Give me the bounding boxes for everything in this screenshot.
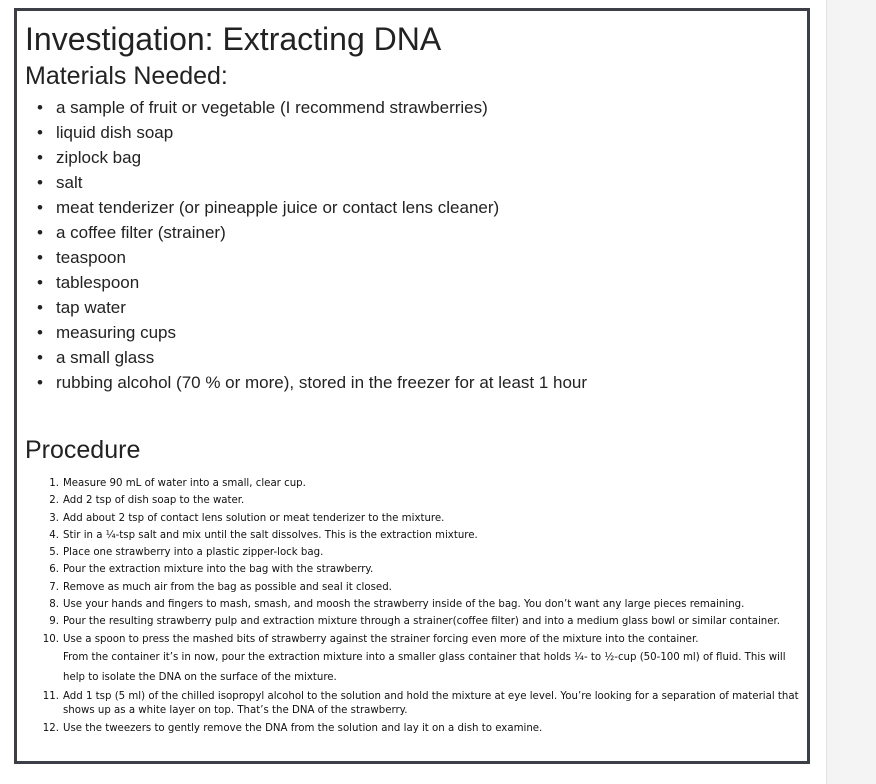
step-text: Use your hands and fingers to mash, smash, and moosh the strawberry inside of the bag. You don’t want any large pieces remaining. [63, 599, 745, 611]
list-item [37, 220, 799, 245]
step-text: Pour the resulting strawberry pulp and extraction mixture through a strainer(coffee filter) and into a medium glass bowl or similar container. [63, 616, 780, 628]
page-title: Investigation: Extracting DNA [25, 21, 442, 57]
list-item [37, 345, 799, 370]
step-text: Use the tweezers to gently remove the DNA from the solution and lay it on a dish to examine. [63, 722, 543, 734]
list-item [37, 245, 799, 270]
bullet-icon: • [37, 273, 43, 292]
procedure-step [49, 596, 799, 613]
step-text: Add 1 tsp (5 ml) of the chilled isopropyl alcohol to the solution and hold the mixture at eye level. You’re looking for a separation of material that shows up as a white layer on top. That’s the DNA of the strawberry. [63, 690, 799, 716]
document-frame [14, 8, 810, 764]
material-text: a small glass [56, 348, 155, 367]
procedure-step [49, 561, 799, 578]
bullet-icon: • [37, 148, 43, 167]
procedure-step [49, 527, 799, 544]
material-text: a sample of fruit or vegetable (I recommend strawberries) [56, 98, 488, 117]
list-item [37, 270, 799, 295]
step-number: 8. [49, 599, 59, 611]
material-text: teaspoon [56, 248, 126, 267]
procedure-step [42, 720, 799, 737]
procedure-step [49, 579, 799, 596]
procedure-heading: Procedure [25, 436, 141, 464]
bullet-icon: • [37, 298, 43, 317]
procedure-step [49, 492, 799, 509]
procedure-step [49, 613, 799, 630]
step-number: 9. [49, 616, 59, 628]
step-number: 2. [49, 495, 59, 507]
step-number: 3. [49, 512, 59, 524]
list-item [37, 120, 799, 145]
step-text: Add 2 tsp of dish soap to the water. [63, 495, 245, 507]
bullet-icon: • [37, 223, 43, 242]
material-text: a coffee filter (strainer) [56, 223, 226, 242]
material-text: ziplock bag [56, 148, 142, 167]
material-text: liquid dish soap [56, 123, 174, 142]
material-text: measuring cups [56, 323, 177, 342]
procedure-step [42, 631, 799, 688]
bullet-icon: • [37, 373, 43, 392]
procedure-step [42, 688, 799, 720]
list-item [37, 195, 799, 220]
bullet-icon: • [37, 173, 43, 192]
list-item [37, 295, 799, 320]
list-item [37, 145, 799, 170]
bullet-icon: • [37, 123, 43, 142]
procedure-step [49, 510, 799, 527]
materials-list [25, 95, 799, 395]
list-item [37, 170, 799, 195]
bullet-icon: • [37, 198, 43, 217]
step-text: Stir in a ¼-tsp salt and mix until the salt dissolves. This is the extraction mixture. [63, 529, 478, 541]
materials-heading: Materials Needed: [25, 62, 228, 90]
list-item [37, 95, 799, 120]
step-number: 12. [42, 722, 59, 734]
page-scrollbar-gutter[interactable] [826, 0, 876, 784]
step-text: Remove as much air from the bag as possible and seal it closed. [63, 581, 392, 593]
step-number: 10. [42, 633, 59, 645]
material-text: tablespoon [56, 273, 140, 292]
list-item [37, 370, 799, 395]
step-text: Use a spoon to press the mashed bits of strawberry against the strainer forcing even more of the mixture into the container. [63, 633, 699, 645]
procedure-step [49, 475, 799, 492]
step-number: 1. [49, 478, 59, 489]
step-text: Pour the extraction mixture into the bag with the strawberry. [63, 564, 374, 576]
step-number: 11. [42, 690, 59, 702]
step-number: 5. [49, 547, 59, 559]
bullet-icon: • [37, 98, 43, 117]
material-text: tap water [56, 298, 126, 317]
bullet-icon: • [37, 348, 43, 367]
step-number: 6. [49, 564, 59, 576]
procedure-steps [25, 475, 799, 737]
bullet-icon: • [37, 248, 43, 267]
document-content [25, 21, 799, 737]
step-text: Place one strawberry into a plastic zipper-lock bag. [63, 547, 324, 559]
procedure-step [49, 544, 799, 561]
material-text: rubbing alcohol (70 % or more), stored in the freezer for at least 1 hour [56, 373, 588, 392]
material-text: salt [56, 173, 83, 192]
step-number: 7. [49, 581, 59, 593]
step-text: Measure 90 mL of water into a small, clear cup. [63, 478, 306, 489]
list-item [37, 320, 799, 345]
material-text: meat tenderizer (or pineapple juice or contact lens cleaner) [56, 198, 500, 217]
step-number: 4. [49, 529, 59, 541]
bullet-icon: • [37, 323, 43, 342]
step-text: Add about 2 tsp of contact lens solution or meat tenderizer to the mixture. [63, 512, 445, 524]
step-continuation-text: From the container it’s in now, pour the extraction mixture into a smaller glass container that holds ¼- to ½-cup (50-100 ml) of fluid. This will help to isolate the DNA on the surface of the mixture. [63, 651, 786, 683]
